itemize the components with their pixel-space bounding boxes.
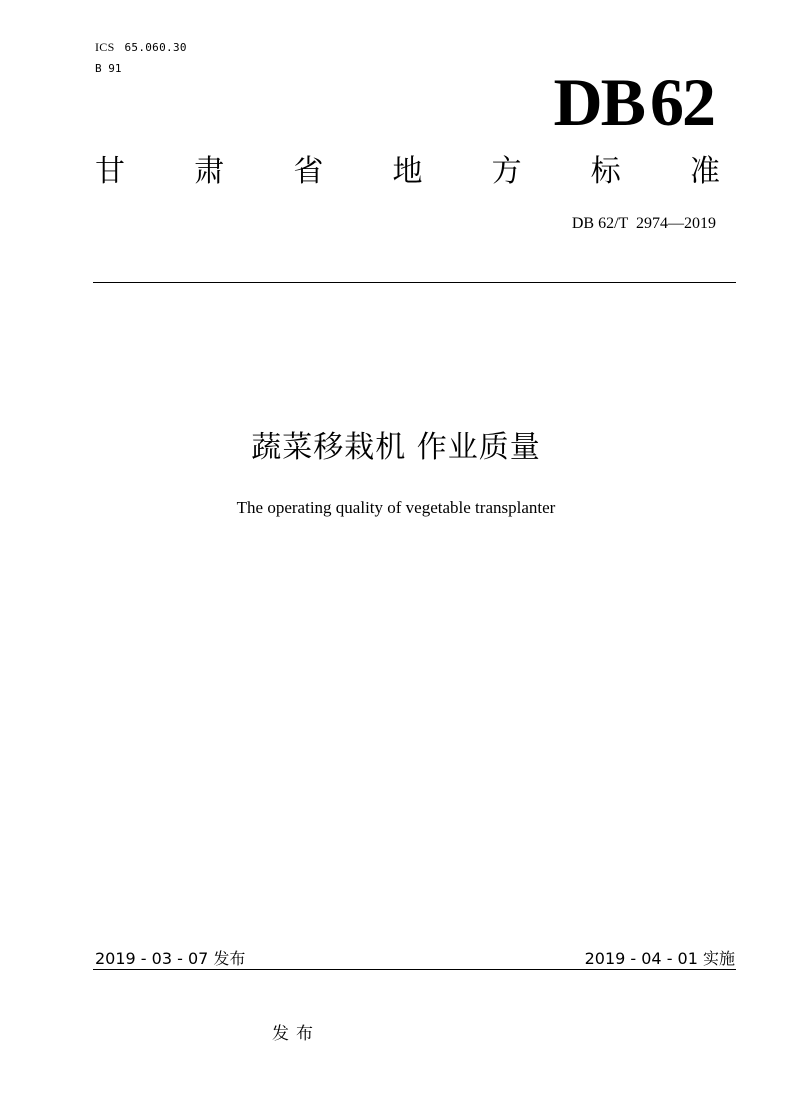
standard-type-heading bbox=[95, 150, 720, 194]
implementation-date: 2019 - 04 - 01 实施 bbox=[584, 949, 735, 968]
ics-label: ICS bbox=[95, 40, 115, 54]
standard-type-char: 肃 bbox=[194, 154, 225, 189]
standard-type-char: 甘 bbox=[95, 154, 125, 189]
ccs-classification: B 91 bbox=[95, 62, 122, 75]
ics-code: 65.060.30 bbox=[124, 41, 187, 54]
document-title-english: The operating quality of vegetable transplanter bbox=[236, 498, 556, 517]
standard-type-char: 方 bbox=[491, 154, 522, 189]
standard-type-char: 标 bbox=[590, 154, 621, 189]
standard-number: DB 62/T 2974—2019 bbox=[571, 215, 716, 232]
db-standard-mark bbox=[554, 62, 714, 142]
footer-divider bbox=[93, 969, 736, 970]
release-date: 2019 - 03 - 07 发布 bbox=[95, 949, 246, 968]
document-title-chinese: 蔬菜移栽机 作业质量 bbox=[251, 430, 541, 465]
publisher-label: 发布 bbox=[272, 1024, 320, 1044]
standard-type-char: 省 bbox=[293, 154, 324, 189]
header-divider bbox=[93, 282, 736, 283]
standard-type-char: 准 bbox=[689, 154, 720, 189]
db-number: 62 bbox=[650, 64, 714, 140]
standard-type-char: 地 bbox=[392, 154, 423, 189]
db-prefix: DB bbox=[553, 64, 644, 140]
ics-classification bbox=[95, 40, 187, 55]
